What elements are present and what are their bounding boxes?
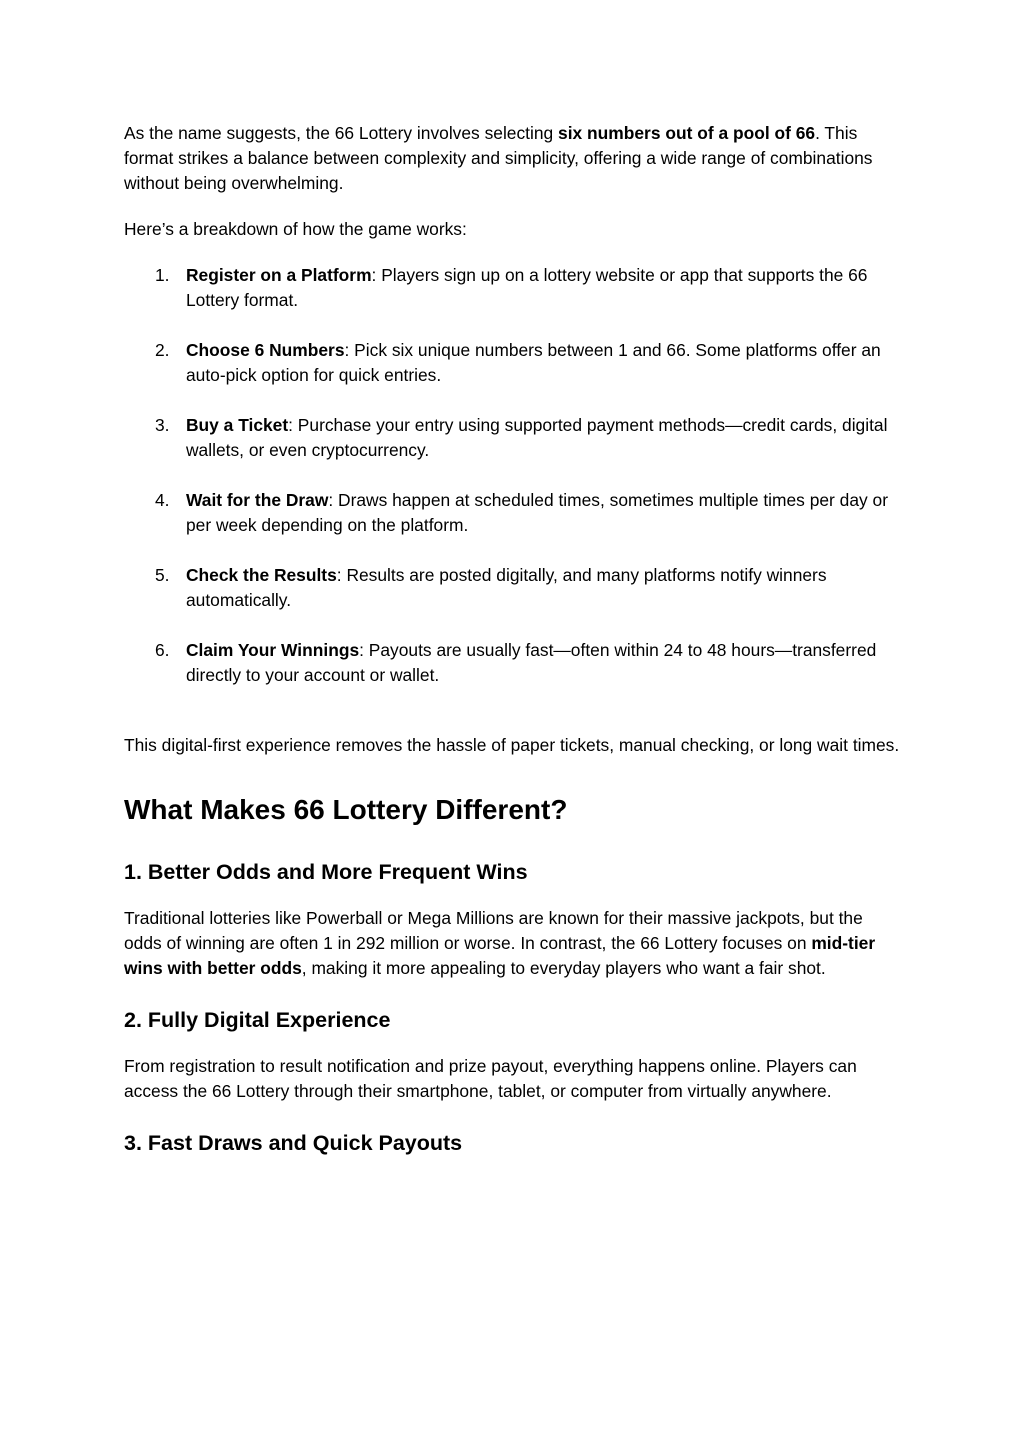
step-text: : Results are posted digitally, and many platforms notify winners automatically. [186, 565, 827, 610]
step-title: Buy a Ticket [186, 415, 289, 435]
list-item [124, 488, 900, 538]
steps-list [124, 263, 900, 688]
step-title: Register on a Platform [186, 265, 372, 285]
intro-bold-text: six numbers out of a pool of 66 [558, 123, 816, 143]
step-title: Claim Your Winnings [186, 640, 360, 660]
step-title: Wait for the Draw [186, 490, 329, 510]
intro-text-b: . This format strikes a balance between complexity and simplicity, offering a wide range of combinations without being overwhelming. [124, 123, 873, 193]
odds-text-a: Traditional lotteries like Powerball or Mega Millions are known for their massive jackpots, but the odds of winning are often 1 in 292 million or worse. In contrast, the 66 Lottery focuses on [124, 908, 863, 953]
intro-text-a: As the name suggests, the 66 Lottery involves selecting [124, 123, 559, 143]
list-item [124, 413, 900, 463]
subsection-paragraph-odds [124, 906, 900, 981]
odds-bold-text: mid-tier wins with better odds [124, 933, 876, 978]
subsection-title-odds: 1. Better Odds and More Frequent Wins [124, 860, 528, 884]
step-title: Check the Results [186, 565, 337, 585]
list-item [124, 638, 900, 688]
document-page [124, 121, 900, 1177]
list-number: 3. [155, 415, 170, 435]
subsection-title-payouts: 3. Fast Draws and Quick Payouts [124, 1131, 463, 1155]
list-number: 2. [155, 340, 170, 360]
step-title: Choose 6 Numbers [186, 340, 345, 360]
closing-paragraph: This digital-first experience removes the hassle of paper tickets, manual checking, or long wait times. [124, 735, 900, 755]
intro-paragraph [124, 121, 900, 196]
step-text: : Purchase your entry using supported payment methods—credit cards, digital wallets, or even cryptocurrency. [186, 415, 888, 460]
breakdown-intro: Here’s a breakdown of how the game works: [124, 219, 467, 239]
section-heading: What Makes 66 Lottery Different? [124, 794, 568, 825]
list-item [124, 263, 900, 313]
list-number: 1. [155, 265, 170, 285]
odds-text-b: , making it more appealing to everyday players who want a fair shot. [301, 958, 826, 978]
list-item [124, 338, 900, 388]
step-text: : Draws happen at scheduled times, sometimes multiple times per day or per week depending on the platform. [186, 490, 889, 535]
list-number: 6. [155, 640, 170, 660]
list-number: 5. [155, 565, 170, 585]
subsection-paragraph-digital: From registration to result notification and prize payout, everything happens online. Players can access the 66 Lottery through their smartphone, tablet, or computer from virtually anywhere. [124, 1056, 857, 1101]
subsection-title-digital: 2. Fully Digital Experience [124, 1008, 391, 1032]
step-text: : Players sign up on a lottery website or app that supports the 66 Lottery format. [186, 265, 868, 310]
step-text: : Pick six unique numbers between 1 and 66. Some platforms offer an auto-pick option for quick entries. [186, 340, 881, 385]
step-text: : Payouts are usually fast—often within 24 to 48 hours—transferred directly to your account or wallet. [186, 640, 877, 685]
list-number: 4. [155, 490, 170, 510]
list-item [124, 563, 900, 613]
